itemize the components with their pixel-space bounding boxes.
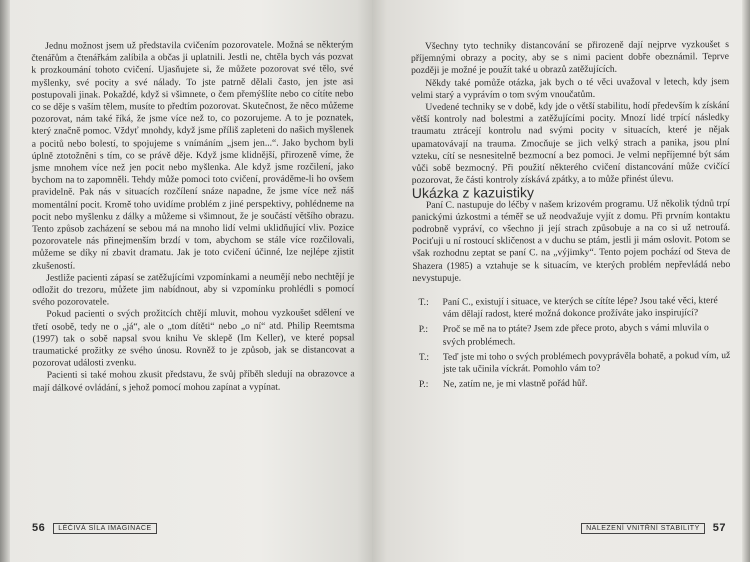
left-page-footer	[32, 522, 157, 534]
dialog	[412, 295, 731, 391]
page-number: 57	[712, 522, 726, 534]
dialog-line	[412, 295, 730, 321]
dialog-text: Paní C., existují i situace, ve kterých se cítíte lépe? Jsou také věci, které vám dělají radost, které možná dokonce prožíváte jako inspirující?	[442, 295, 718, 321]
right-page-footer	[581, 522, 726, 534]
left-page	[0, 0, 372, 562]
dialog-speaker: T.:	[418, 296, 429, 308]
dialog-speaker: P.:	[418, 379, 429, 391]
paragraph: Jestliže pacienti zápasí se zatěžujícími vzpomínkami a neumějí nebo nechtějí je odložit do trezoru, můžete jim nabídnout, aby si vzpomínku prohlédli s pomocí svého pozorovatele.	[32, 271, 355, 308]
dialog-text: Ne, zatím ne, je mi vlastně pořád hůř.	[442, 378, 588, 391]
paragraph: Uvedené techniky se v době, kdy jde o větší stabilitu, hodí především k získání větší kontroly nad bolestmi a zatěžujícími pocity. Mnozí lidé trpící následky traumatu ztrácejí kontrolu nad svými pocity v situacích, které je nějak upamatovávají na trauma. Zmocňuje se jich velký strach a panika, jsou plní vzteku, cítí se nesnesitelně bezmocní a bez pomoci. Je velmi nepříjemné být sám vůči sobě bezmocný. Při použití některého cvičení distancování může cvičící pozorovat, že části kontroly získává zpátky, a to může přinést úlevu.	[411, 100, 730, 187]
dialog-speaker: T.:	[418, 351, 430, 363]
paragraph: Jednu možnost jsem už představila cvičením pozorovatele. Možná se některým čtenářům a čtenářkám zalíbila a občas ji uplatnili. Jestli ne, chtěla bych vás pozvat k prozkoumání tohoto cvičení. Ujasňujete si, že můžete pozorovat své tělo, své myšlenky, své pocity a své nálady. To jste patrně dělali často, jen jste asi postupovali jinak. Pokaždé, když si všimnete, o čem přemýšlíte nebo co cítíte nebo co se děje s vaším tělem, musíte to předtím pozorovat. Skutečnost, že něco můžeme pozorovat, nám také říká, že jsme více než to, co pozorujeme. A to je poznatek, který značně pomoc. Vždyť mnohdy, když jsme příliš zapleteni do našich myšlenek a pocitů nebo bolestí, to spojujeme s vnímáním „jsem jen...“. Jako bychom byli úplně ztotožněni s tím, co se právě děje. Když jsme klidnější, přirozeně víme, že jsme mnohem více než jen pocit nebo myšlenka. Ale když jsme rozčilení, jako bychom na to zapomněli. Tehdy může pomoci toto cvičení, prováděme-li ho ovšem pravidelně. Pak nás v situacích rozčílení snáze napadne, že jsme více než náš momentální pocit. Kromě toho uvidíme problém z jiné perspektivy, pohlédneme na pocit nebo myšlenku z dálky a můžeme si všimnout, že je součástí většího obrazu. Tento způsob zacházení se sebou má na mnoho lidí velmi uklidňující vliv. Pozice pozorovatele nás přinejmenším brzdí v tom, abychom se stále více rozčilovali, můžeme se díky ní zbavit dramatu. Jak je toto cvičení účinné, lze nejlépe zjistit zkušeností.	[31, 39, 355, 272]
dialog-text: Teď jste mi toho o svých problémech povyprávěla bohatě, a pokud vím, už jste tak učinila víckrát. Pomohlo vám to?	[442, 349, 731, 375]
page-edge-shadow	[0, 0, 10, 562]
page-edge-shadow	[742, 0, 750, 562]
dialog-text: Proč se mě na to ptáte? Jsem zde přece proto, abych s vámi mluvila o svých problémech.	[442, 322, 709, 348]
dialog-line	[413, 377, 731, 391]
dialog-line	[413, 350, 731, 376]
right-page-text	[411, 39, 731, 394]
dialog-speaker: P.:	[418, 324, 429, 336]
paragraph: Někdy také pomůže otázka, jak bych o té věci uvažoval v letech, kdy jsem velmi starý a vyprávím o tom svým vnoučatům.	[411, 75, 730, 101]
right-page	[372, 0, 750, 562]
paragraph: Pacienti si také mohou zkusit představu, že svůj příběh sledují na obrazovce a mají dálkové ovládání, s jehož pomocí mohou zapínat a vypínat.	[32, 368, 355, 394]
running-head: NALEZENÍ VNITŘNÍ STABILITY	[581, 523, 705, 534]
case-paragraph: Paní C. nastupuje do léčby v našem krizovém programu. Už několik týdnů trpí panickými úzkostmi a téměř se už neodvažuje vyjít z domu. Při prvním kontaktu podrobně vypráví, co všechno ji její strach způsobuje a na co si už netroufá. Pociťuji u ní rostoucí skličenost a v duchu se ptám, jestli ji mám oslovit. Potom se však rozhodnu zeptat se paní C. na „výjimky“. Tento pojem pochází od Steva de Shazera (1985) a vztahuje se k situacím, ve kterých problém nepřevládá nebo nevystupuje.	[411, 197, 731, 284]
left-page-text	[31, 39, 355, 394]
section-heading: Ukázka z kazuistiky	[411, 184, 535, 202]
running-head: LÉČIVÁ SÍLA IMAGINACE	[53, 523, 156, 534]
dialog-line	[413, 322, 731, 348]
paragraph: Pokud pacienti o svých prožitcích chtějí mluvit, mohou vyzkoušet sdělení ve třetí osobě, tedy ne o „já“, ale o „tom dítěti“ nebo „o ní“ atd. Philip Reemtsma (1997) tak o sobě napsal svou knihu Ve sklepě (Im Keller), ve které popsal traumatické prožitky ze svého únosu. Rovněž to je způsob, jak se distancovat a pozorovat události zvenku.	[32, 307, 355, 369]
page-number: 56	[32, 522, 46, 534]
paragraph: Všechny tyto techniky distancování se přirozeně dají nejprve vyzkoušet s příjemnými obrazy a pocity, aby se s nimi pacient dobře obeznámil. Teprve později je možné je použít také u obrazů zatěžujících.	[410, 39, 730, 77]
